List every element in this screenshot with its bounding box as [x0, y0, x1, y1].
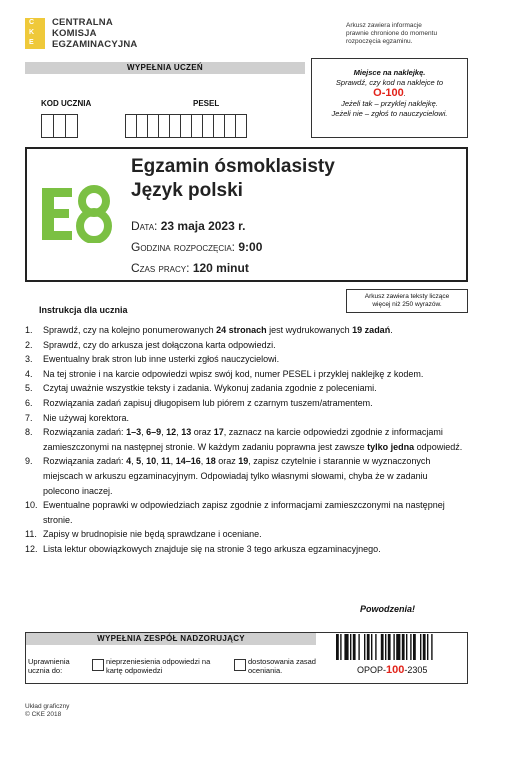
instruction-number: 8. [25, 427, 33, 438]
instruction-number: 4. [25, 368, 33, 379]
sticker-line: Jeżeli tak – przyklej naklejkę. [341, 99, 438, 108]
instruction-item [25, 498, 465, 527]
org-name: CENTRALNA KOMISJA EGZAMINACYJNA [52, 17, 138, 50]
instruction-number: 6. [25, 397, 33, 408]
instruction-text: Nie używaj korektora. [43, 412, 130, 423]
entitlements-label: Uprawnienia ucznia do: [28, 657, 70, 675]
footer-credits: Układ graficzny © CKE 2018 [25, 703, 70, 718]
sticker-code: O-100 [373, 87, 404, 99]
sticker-line: Jeżeli nie – zgłoś to nauczycielowi. [331, 109, 448, 118]
no-transfer-checkbox[interactable] [92, 659, 104, 671]
instructions-list [25, 323, 465, 557]
instruction-text: Na tej stronie i na karcie odpowiedzi wpisz swój kod, numer PESEL i przyklej naklejkę z kodem. [43, 368, 424, 379]
logo-letter: E [29, 39, 34, 46]
instruction-item [25, 367, 465, 382]
e8-logo-icon [39, 185, 117, 243]
no-transfer-label: nieprzeniesienia odpowiedzi na kartę odpowiedzi [106, 657, 211, 675]
cke-logo-icon [25, 18, 45, 49]
sticker-area: Miejsce na naklejkę. Sprawdź, czy kod na naklejce to O-100. Jeżeli tak – przyklej naklejkę. Jeżeli nie – zgłoś to nauczycielowi. [311, 58, 468, 138]
logo-letter: C [29, 19, 35, 26]
instruction-number: 11. [25, 529, 37, 540]
instruction-item [25, 542, 465, 557]
student-code-label: KOD UCZNIA [41, 99, 92, 108]
instruction-item [25, 411, 465, 426]
student-code-boxes[interactable] [41, 114, 77, 138]
instruction-text: Czytaj uważnie wszystkie teksty i zadania. Wykonuj zadania zgodnie z poleceniami. [43, 383, 377, 394]
code-digit-box[interactable] [65, 114, 78, 138]
adjusted-grading-checkbox[interactable] [234, 659, 246, 671]
sheet-code: OPOP-100-2305 [357, 664, 428, 676]
instruction-text: Sprawdź, czy do arkusza jest dołączona karta odpowiedzi. [43, 339, 276, 350]
instruction-text: Ewentualne poprawki w odpowiedziach zapisz zgodnie z informacjami zamieszczonymi na następnej stronie. [43, 500, 445, 525]
logo-letter: K [29, 29, 35, 36]
instruction-item [25, 425, 465, 454]
instruction-text: Zapisy w brudnopisie nie będą sprawdzane i oceniane. [43, 529, 262, 540]
instruction-text: Ewentualny brak stron lub inne usterki zgłoś nauczycielowi. [43, 354, 280, 365]
word-count-note: Arkusz zawiera teksty liczące więcej niż 250 wyrazów. [346, 289, 468, 313]
barcode-icon [336, 634, 464, 660]
exam-title-box [25, 147, 468, 282]
instruction-text: Sprawdź, czy na kolejno ponumerowanych 24 stronach jest wydrukowanych 19 zadań. [43, 325, 393, 335]
instruction-number: 2. [25, 339, 33, 350]
instruction-number: 1. [25, 325, 33, 335]
instruction-item [25, 352, 465, 367]
good-luck: Powodzenia! [360, 604, 416, 614]
exam-start-time: Godzina rozpoczęcia: 9:00 [131, 240, 263, 254]
instruction-number: 12. [25, 543, 38, 554]
confidential-note: Arkusz zawiera informacje prawnie chronione do momentu rozpoczęcia egzaminu. [346, 22, 438, 45]
instruction-item [25, 454, 465, 498]
instruction-number: 10. [25, 500, 38, 511]
instruction-item [25, 396, 465, 411]
instruction-item [25, 323, 465, 338]
exam-duration: Czas pracy: 120 minut [131, 261, 249, 275]
sticker-title: Miejsce na naklejkę. [353, 68, 426, 77]
instruction-text: Lista lektur obowiązkowych znajduje się na stronie 3 tego arkusza egzaminacyjnego. [43, 543, 381, 554]
sticker-line: Sprawdź, czy kod na naklejce to [335, 78, 444, 87]
instruction-item [25, 527, 465, 542]
instruction-item [25, 381, 465, 396]
pesel-digit-box[interactable] [235, 114, 247, 138]
student-fill-bar: WYPEŁNIA UCZEŃ [25, 62, 305, 74]
adjusted-grading-label: dostosowania zasad oceniania. [248, 657, 316, 675]
supervisor-fill-bar: WYPEŁNIA ZESPÓŁ NADZORUJĄCY [26, 633, 316, 645]
instruction-text: Rozwiązania zadań zapisuj długopisem lub piórem z czarnym tuszem/atramentem. [43, 397, 373, 408]
pesel-label: PESEL [193, 99, 220, 108]
instruction-text: Rozwiązania zadań: 4, 5, 10, 11, 14–16, 18 oraz 19, zapisz czytelnie i starannie w wyznaczonych miejscach w arkuszu egzaminacyjnym. Odpowiadaj tylko własnymi słowami, chyba że w zadaniu polecono inaczej. [43, 456, 431, 496]
instruction-text: Rozwiązania zadań: 1–3, 6–9, 12, 13 oraz 17, zaznacz na karcie odpowiedzi zgodnie z informacjami zamieszczonymi na następnej stronie. W każdym zadaniu poprawna jest zawsze tylko jedna odpowiedź. [43, 427, 463, 452]
instruction-number: 7. [25, 412, 33, 423]
instruction-number: 5. [25, 383, 33, 394]
exam-title: Egzamin ósmoklasisty Język polski [131, 156, 335, 201]
instruction-number: 9. [25, 456, 33, 467]
instruction-item [25, 338, 465, 353]
pesel-boxes[interactable] [125, 114, 246, 138]
instructions-title: Instrukcja dla ucznia [39, 305, 128, 315]
exam-date: Data: 23 maja 2023 r. [131, 219, 246, 233]
instruction-number: 3. [25, 354, 33, 365]
